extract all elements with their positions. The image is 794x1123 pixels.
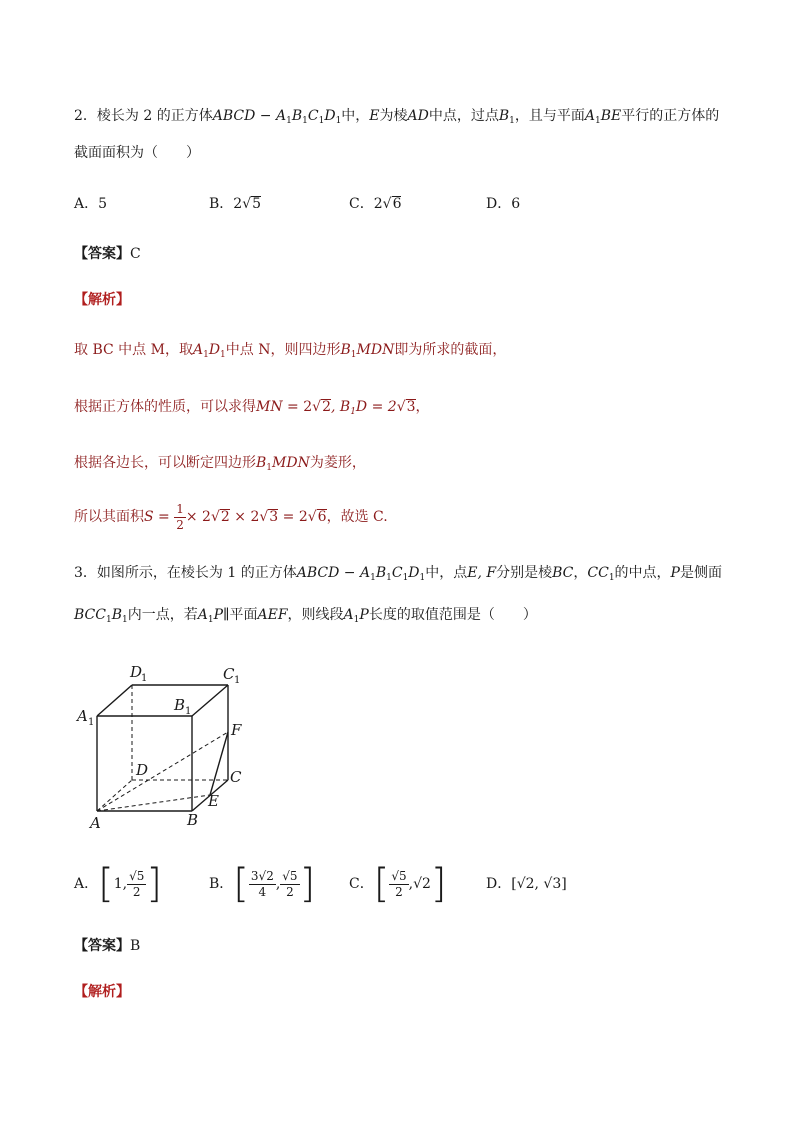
q2-stem-line1: 2．棱长为 2 的正方体ABCD − $A_1B_1C_1D_1$中，E为棱AD中点，过点$B_1$，且与平面$A_1BE$平行的正方体的	[74, 108, 720, 126]
label-d: D	[136, 761, 149, 779]
label-a1: A	[77, 707, 88, 725]
q2-option-b: B．2√5	[209, 196, 262, 212]
q2-analysis-label: 【解析】	[74, 292, 130, 308]
q2-option-a: A．5	[74, 196, 108, 212]
q2-option-c: C．2√6	[349, 196, 402, 212]
q3-option-d: D． [√2, √3]	[486, 876, 567, 892]
q3-stem-line2: $BCC_1B_1$内一点，若$A_1P\parallel$平面AEF，则线段$A_1P$长度的取值范围是（ ）	[74, 607, 537, 625]
svg-text:1: 1	[141, 673, 148, 684]
q3-number: 3．	[74, 565, 97, 581]
cube-figure	[70, 655, 260, 835]
q2-solution-line3: 根据各边长，可以断定四边形$B_1MDN$为菱形，	[74, 455, 366, 473]
label-b1: B	[174, 696, 186, 714]
q3-stem-line1: 3．如图所示，在棱长为 1 的正方体ABCD − $A_1B_1C_1D_1$中，点E, F分别是棱BC，$CC_1$的中点，P是侧面	[74, 565, 722, 583]
q2-option-d: D．6	[486, 196, 521, 212]
svg-text:1: 1	[234, 675, 241, 686]
q2-number: 2．	[74, 108, 97, 124]
svg-text:1: 1	[88, 717, 95, 728]
q2-stem-line2: 截面面积为（ ）	[74, 145, 200, 161]
q3-option-b: B． [ $\frac{3√2}{4}$ , $\frac{√5}{2}$ ]	[209, 861, 316, 907]
label-d1: D	[130, 663, 143, 681]
q2-solution-line2: 根据正方体的性质，可以求得MN = 2√2, $B_1D = 2√3$，	[74, 399, 430, 417]
q2-solution-line4: 所以其面积S = $\frac{1}{2}$ × 2√2 × 2√3 = 2√6，故选 C.	[74, 501, 388, 532]
q2-answer: 【答案】C	[74, 246, 141, 262]
label-e: E	[208, 792, 219, 810]
label-c: C	[230, 768, 242, 786]
label-b: B	[187, 811, 199, 829]
label-f: F	[231, 721, 242, 739]
q3-answer: 【答案】B	[74, 938, 141, 954]
svg-text:1: 1	[185, 706, 192, 717]
q3-option-a: A． [ 1 , $\frac{√5}{2}$ ]	[74, 861, 162, 907]
label-a: A	[90, 814, 101, 832]
label-c1: C	[223, 665, 235, 683]
q3-analysis-label: 【解析】	[74, 984, 130, 1000]
q2-solution-line1: 取 BC 中点 M，取$A_1D_1$中点 N，则四边形$B_1MDN$即为所求的截面，	[74, 342, 507, 360]
q3-option-c: C． [ $\frac{√5}{2}$ , √2 ]	[349, 861, 447, 907]
